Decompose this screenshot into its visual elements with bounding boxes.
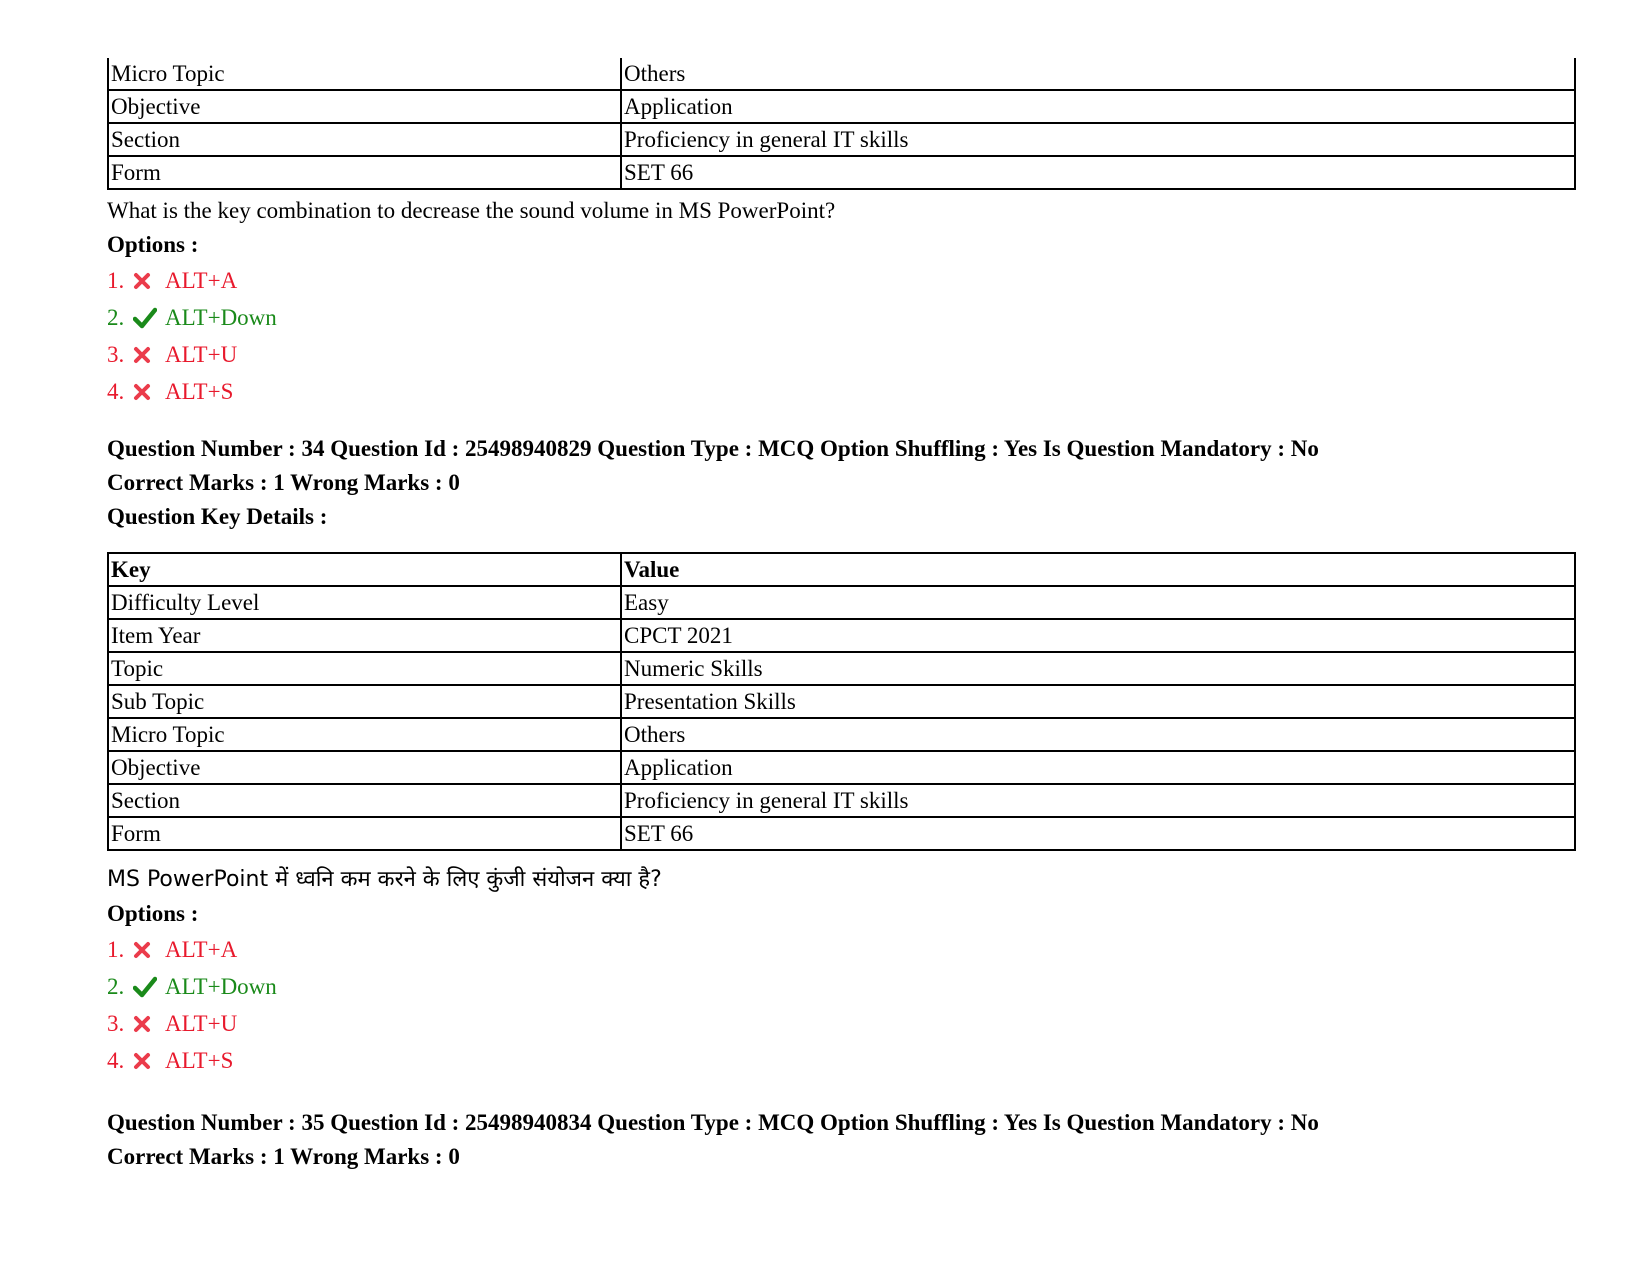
cross-icon xyxy=(133,1052,165,1070)
table-cell-value: Easy xyxy=(621,586,1575,619)
table-cell-value: CPCT 2021 xyxy=(621,619,1575,652)
table-cell-value: SET 66 xyxy=(621,156,1575,189)
q34-options-list xyxy=(107,931,662,1079)
q34-question-block xyxy=(107,863,662,1079)
option-number: 3. xyxy=(107,1011,125,1036)
table-row xyxy=(108,718,1575,751)
table-row xyxy=(108,817,1575,850)
table-row xyxy=(108,685,1575,718)
table-row xyxy=(108,90,1575,123)
option-item xyxy=(107,299,835,336)
table-cell-key: Objective xyxy=(108,751,621,784)
cross-icon xyxy=(133,941,165,959)
table-cell-value: Proficiency in general IT skills xyxy=(621,784,1575,817)
option-text: ALT+Down xyxy=(165,305,277,330)
option-item xyxy=(107,931,662,968)
table-row xyxy=(108,58,1575,90)
option-item xyxy=(107,262,835,299)
option-item xyxy=(107,373,835,410)
option-item xyxy=(107,968,662,1005)
check-icon xyxy=(133,976,165,998)
table-cell-key: Form xyxy=(108,156,621,189)
table-cell-value: Proficiency in general IT skills xyxy=(621,123,1575,156)
option-number: 2. xyxy=(107,305,125,330)
table-cell-key: Topic xyxy=(108,652,621,685)
option-text: ALT+U xyxy=(165,1011,238,1036)
table-cell-key: Micro Topic xyxy=(108,58,621,90)
q35-header: Question Number : 35 Question Id : 25498940834 Question Type : MCQ Option Shuffling : Yes Is Question Mandatory : No xyxy=(107,1110,1319,1135)
option-number: 4. xyxy=(107,1048,125,1073)
table-row xyxy=(108,619,1575,652)
table-cell-key: Micro Topic xyxy=(108,718,621,751)
table-cell-key: Sub Topic xyxy=(108,685,621,718)
table-row xyxy=(108,784,1575,817)
table-cell-key: Section xyxy=(108,784,621,817)
q34-header: Question Number : 34 Question Id : 25498940829 Question Type : MCQ Option Shuffling : Yes Is Question Mandatory : No xyxy=(107,436,1319,461)
table-cell-value: Presentation Skills xyxy=(621,685,1575,718)
option-number: 4. xyxy=(107,379,125,404)
q35-marks: Correct Marks : 1 Wrong Marks : 0 xyxy=(107,1144,460,1169)
option-text: ALT+A xyxy=(165,268,238,293)
table-header-row xyxy=(108,553,1575,586)
cross-icon xyxy=(133,346,165,364)
table-row xyxy=(108,586,1575,619)
table-header-value: Value xyxy=(621,553,1575,586)
cross-icon xyxy=(133,383,165,401)
option-text: ALT+S xyxy=(165,379,234,404)
table-cell-key: Item Year xyxy=(108,619,621,652)
option-number: 1. xyxy=(107,268,125,293)
option-number: 2. xyxy=(107,974,125,999)
table-cell-value: Application xyxy=(621,751,1575,784)
q34-marks: Correct Marks : 1 Wrong Marks : 0 xyxy=(107,470,460,495)
q34-options-label: Options : xyxy=(107,901,199,926)
table-row xyxy=(108,652,1575,685)
table-cell-key: Form xyxy=(108,817,621,850)
option-item xyxy=(107,1005,662,1042)
option-item xyxy=(107,1042,662,1079)
table-cell-key: Difficulty Level xyxy=(108,586,621,619)
q34-key-table-wrap xyxy=(107,552,1576,851)
q34-key-details-label: Question Key Details : xyxy=(107,504,328,529)
option-text: ALT+U xyxy=(165,342,238,367)
q34-question-text: MS PowerPoint में ध्वनि कम करने के लिए कुंजी संयोजन क्या है? xyxy=(107,867,662,892)
q33-options-list xyxy=(107,262,835,410)
table-row xyxy=(108,123,1575,156)
table-cell-value: Application xyxy=(621,90,1575,123)
q33-block xyxy=(107,194,835,410)
option-text: ALT+S xyxy=(165,1048,234,1073)
option-number: 1. xyxy=(107,937,125,962)
cross-icon xyxy=(133,272,165,290)
table-row xyxy=(108,751,1575,784)
option-number: 3. xyxy=(107,342,125,367)
cross-icon xyxy=(133,1015,165,1033)
q34-key-table xyxy=(107,552,1576,851)
table-row xyxy=(108,156,1575,189)
q33-options-label: Options : xyxy=(107,232,199,257)
table-cell-value: SET 66 xyxy=(621,817,1575,850)
table-cell-value: Numeric Skills xyxy=(621,652,1575,685)
option-text: ALT+Down xyxy=(165,974,277,999)
q33-question-text: What is the key combination to decrease the sound volume in MS PowerPoint? xyxy=(107,198,836,223)
option-item xyxy=(107,336,835,373)
table-cell-key: Section xyxy=(108,123,621,156)
top-key-table xyxy=(107,58,1576,190)
table-cell-value: Others xyxy=(621,718,1575,751)
table-header-key: Key xyxy=(108,553,621,586)
q34-block xyxy=(107,432,1577,534)
top-key-table-wrap xyxy=(107,58,1576,190)
table-cell-key: Objective xyxy=(108,90,621,123)
check-icon xyxy=(133,307,165,329)
option-text: ALT+A xyxy=(165,937,238,962)
q35-block xyxy=(107,1106,1577,1174)
table-cell-value: Others xyxy=(621,58,1575,90)
